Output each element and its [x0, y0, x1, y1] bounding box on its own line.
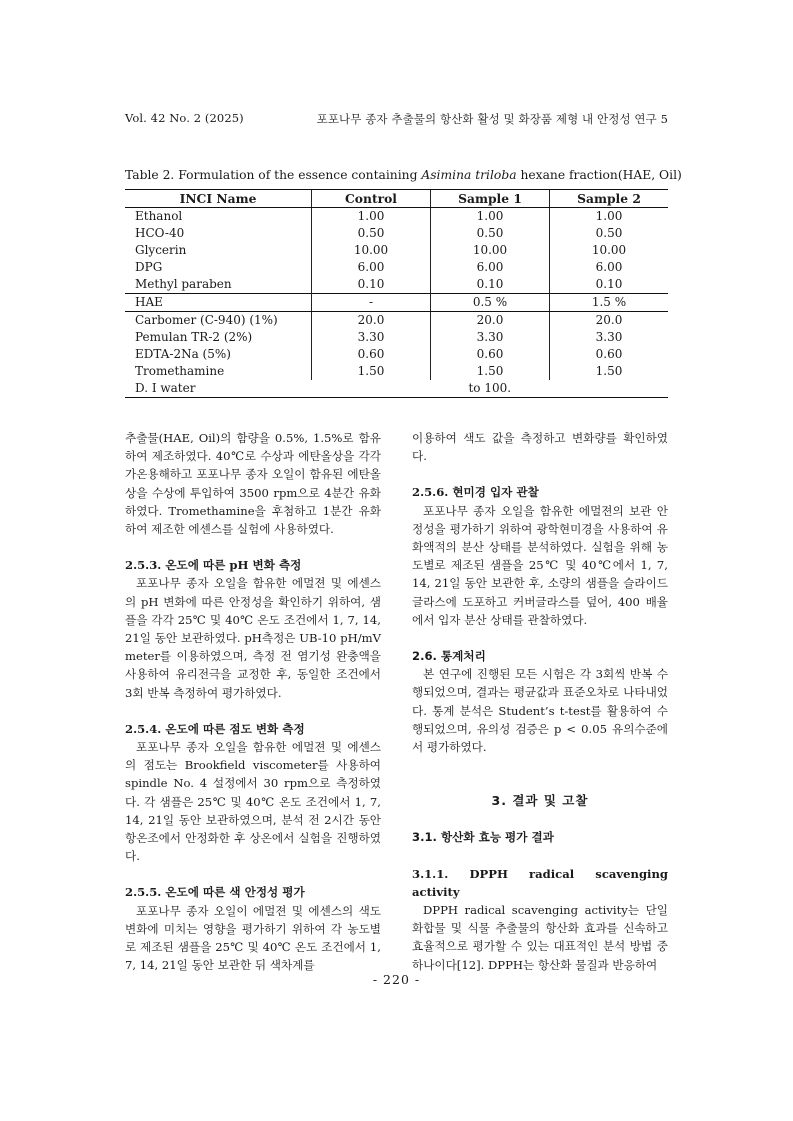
table-row: Ethanol 1.00 1.00 1.00 [125, 208, 668, 226]
section-3-1-1-body: DPPH radical scavenging activity는 단일 화합물 및 식물 추출물의 항산화 효과를 신속하고 효율적으로 평가할 수 있는 대표적인 분석 방법 중 하나이다[12]. DPPH는 항산화 물질과 반응하여 [412, 903, 668, 972]
left-text-column [125, 429, 381, 974]
table-row-hae: HAE - 0.5 % 1.5 % [125, 294, 668, 312]
header-control: Control [312, 190, 431, 208]
section-2-6-body: 본 연구에 진행된 모든 시험은 각 3회씩 반복 수행되었으며, 결과는 평균값과 표준오차로 나타내었다. 통계 분석은 Student’s t-test를 활용하여 수행되었으며, 유의성 검증은 p < 0.05 유의수준에서 평가하였다. [412, 667, 668, 755]
section-3-1-1-title: 3.1.1. DPPH radical scavenging activity [412, 866, 668, 899]
page-number: - 220 - [372, 972, 421, 987]
caption-species: Asimina triloba [421, 168, 517, 182]
section-2-5-4-body: 포포나무 종자 오일을 함유한 에멀젼 및 에센스의 점도는 Brookfield viscometer를 사용하여 spindle No. 4 설정에서 30 rpm으로 측정하였다. 각 샘플은 25℃ 및 40℃ 온도 조건에서 1, 7, 14, 21일 동안 보관하였으며, 분석 전 2시간 동안 항온조에서 안정화한 후 상온에서 실험을 진행하였다. [125, 740, 381, 864]
section-2-5-6-title: 2.5.6. 현미경 입자 관찰 [412, 485, 539, 500]
table-header-row [125, 190, 668, 208]
table-row: Glycerin 10.00 10.00 10.00 [125, 242, 668, 259]
table-row: Carbomer (C-940) (1%) 20.0 20.0 20.0 [125, 312, 668, 330]
section-2-5-5-body: 포포나무 종자 오일이 에멀젼 및 에센스의 색도 변화에 미치는 영향을 평가하기 위하여 각 농도별로 제조된 샘플을 25℃ 및 40℃ 온도 조건에서 1, 7, 14, 21일 동안 보관한 뒤 색차계를 [125, 903, 381, 973]
table-row: Pemulan TR-2 (2%) 3.30 3.30 3.30 [125, 329, 668, 346]
running-header-title: 포포나무 종자 추출물의 항산화 활성 및 화장품 제형 내 안정성 연구 5 [316, 112, 668, 126]
header-sample-2: Sample 2 [550, 190, 669, 208]
table-row: Tromethamine 1.50 1.50 1.50 [125, 363, 668, 380]
formulation-table [125, 189, 668, 398]
section-3-1-title: 3.1. 항산화 효능 평가 결과 [412, 830, 554, 845]
section-2-5-4-title: 2.5.4. 온도에 따른 점도 변화 측정 [125, 721, 305, 736]
section-2-5-5-title: 2.5.5. 온도에 따른 색 안정성 평가 [125, 885, 305, 900]
header-inci-name: INCI Name [125, 190, 312, 208]
section-2-5-6-body: 포포나무 종자 오일을 함유한 에멀젼의 보관 안정성을 평가하기 위하여 광학현미경을 사용하여 유화액적의 분산 상태를 분석하였다. 실험을 위해 농도별로 제조된 샘플을 25℃ 및 40℃에서 1, 7, 14, 21일 동안 보관한 후, 소량의 샘플을 슬라이드 글라스에 도포하고 커버글라스를 덮어, 400 배율에서 입자 분산 상태를 관찰하였다. [412, 503, 668, 627]
section-2-6-title: 2.6. 통계처리 [412, 649, 486, 664]
header-sample-1: Sample 1 [431, 190, 550, 208]
intro-paragraph: 추출물(HAE, Oil)의 함량을 0.5%, 1.5%로 함유하여 제조하였다. 40℃로 수상과 에탄올상을 각각 가온용해하고 포포나무 종자 오일이 함유된 에탄올상을 수상에 투입하여 3500 rpm으로 4분간 유화하였다. Tromethamine을 후첨하고 1분간 유화하여 제조한 에센스를 실험에 사용하였다. [125, 431, 381, 537]
continued-paragraph: 이용하여 색도 값을 측정하고 변화량를 확인하였다. [412, 431, 668, 464]
table-caption: Table 2. Formulation of the essence containing Asimina triloba hexane fraction(HAE, Oil) [125, 168, 682, 182]
section-3-title: 3. 결과 및 고찰 [491, 793, 589, 809]
table-row: EDTA-2Na (5%) 0.60 0.60 0.60 [125, 346, 668, 363]
right-text-column [412, 429, 668, 974]
table-row: Methyl paraben 0.10 0.10 0.10 [125, 276, 668, 294]
section-2-5-3-title: 2.5.3. 온도에 따른 pH 변화 측정 [125, 558, 302, 573]
section-2-5-3-body: 포포나무 종자 오일을 함유한 에멀젼 및 에센스의 pH 변화에 따른 안정성을 확인하기 위하여, 샘플을 각각 25℃ 및 40℃ 온도 조건에서 1, 7, 14, 21일 동안 보관하였다. pH측정은 UB-10 pH/mV meter를 이용하였으며, 측정 전 염기성 완충액을 사용하여 유리전극을 교정한 후, 동일한 조건에서 3회 반복 측정하여 평가하였다. [125, 576, 381, 700]
table-row-water: D. I water to 100. [125, 380, 668, 398]
table-row: DPG 6.00 6.00 6.00 [125, 259, 668, 276]
running-header-volume: Vol. 42 No. 2 (2025) [125, 111, 244, 125]
table-row: HCO-40 0.50 0.50 0.50 [125, 225, 668, 242]
